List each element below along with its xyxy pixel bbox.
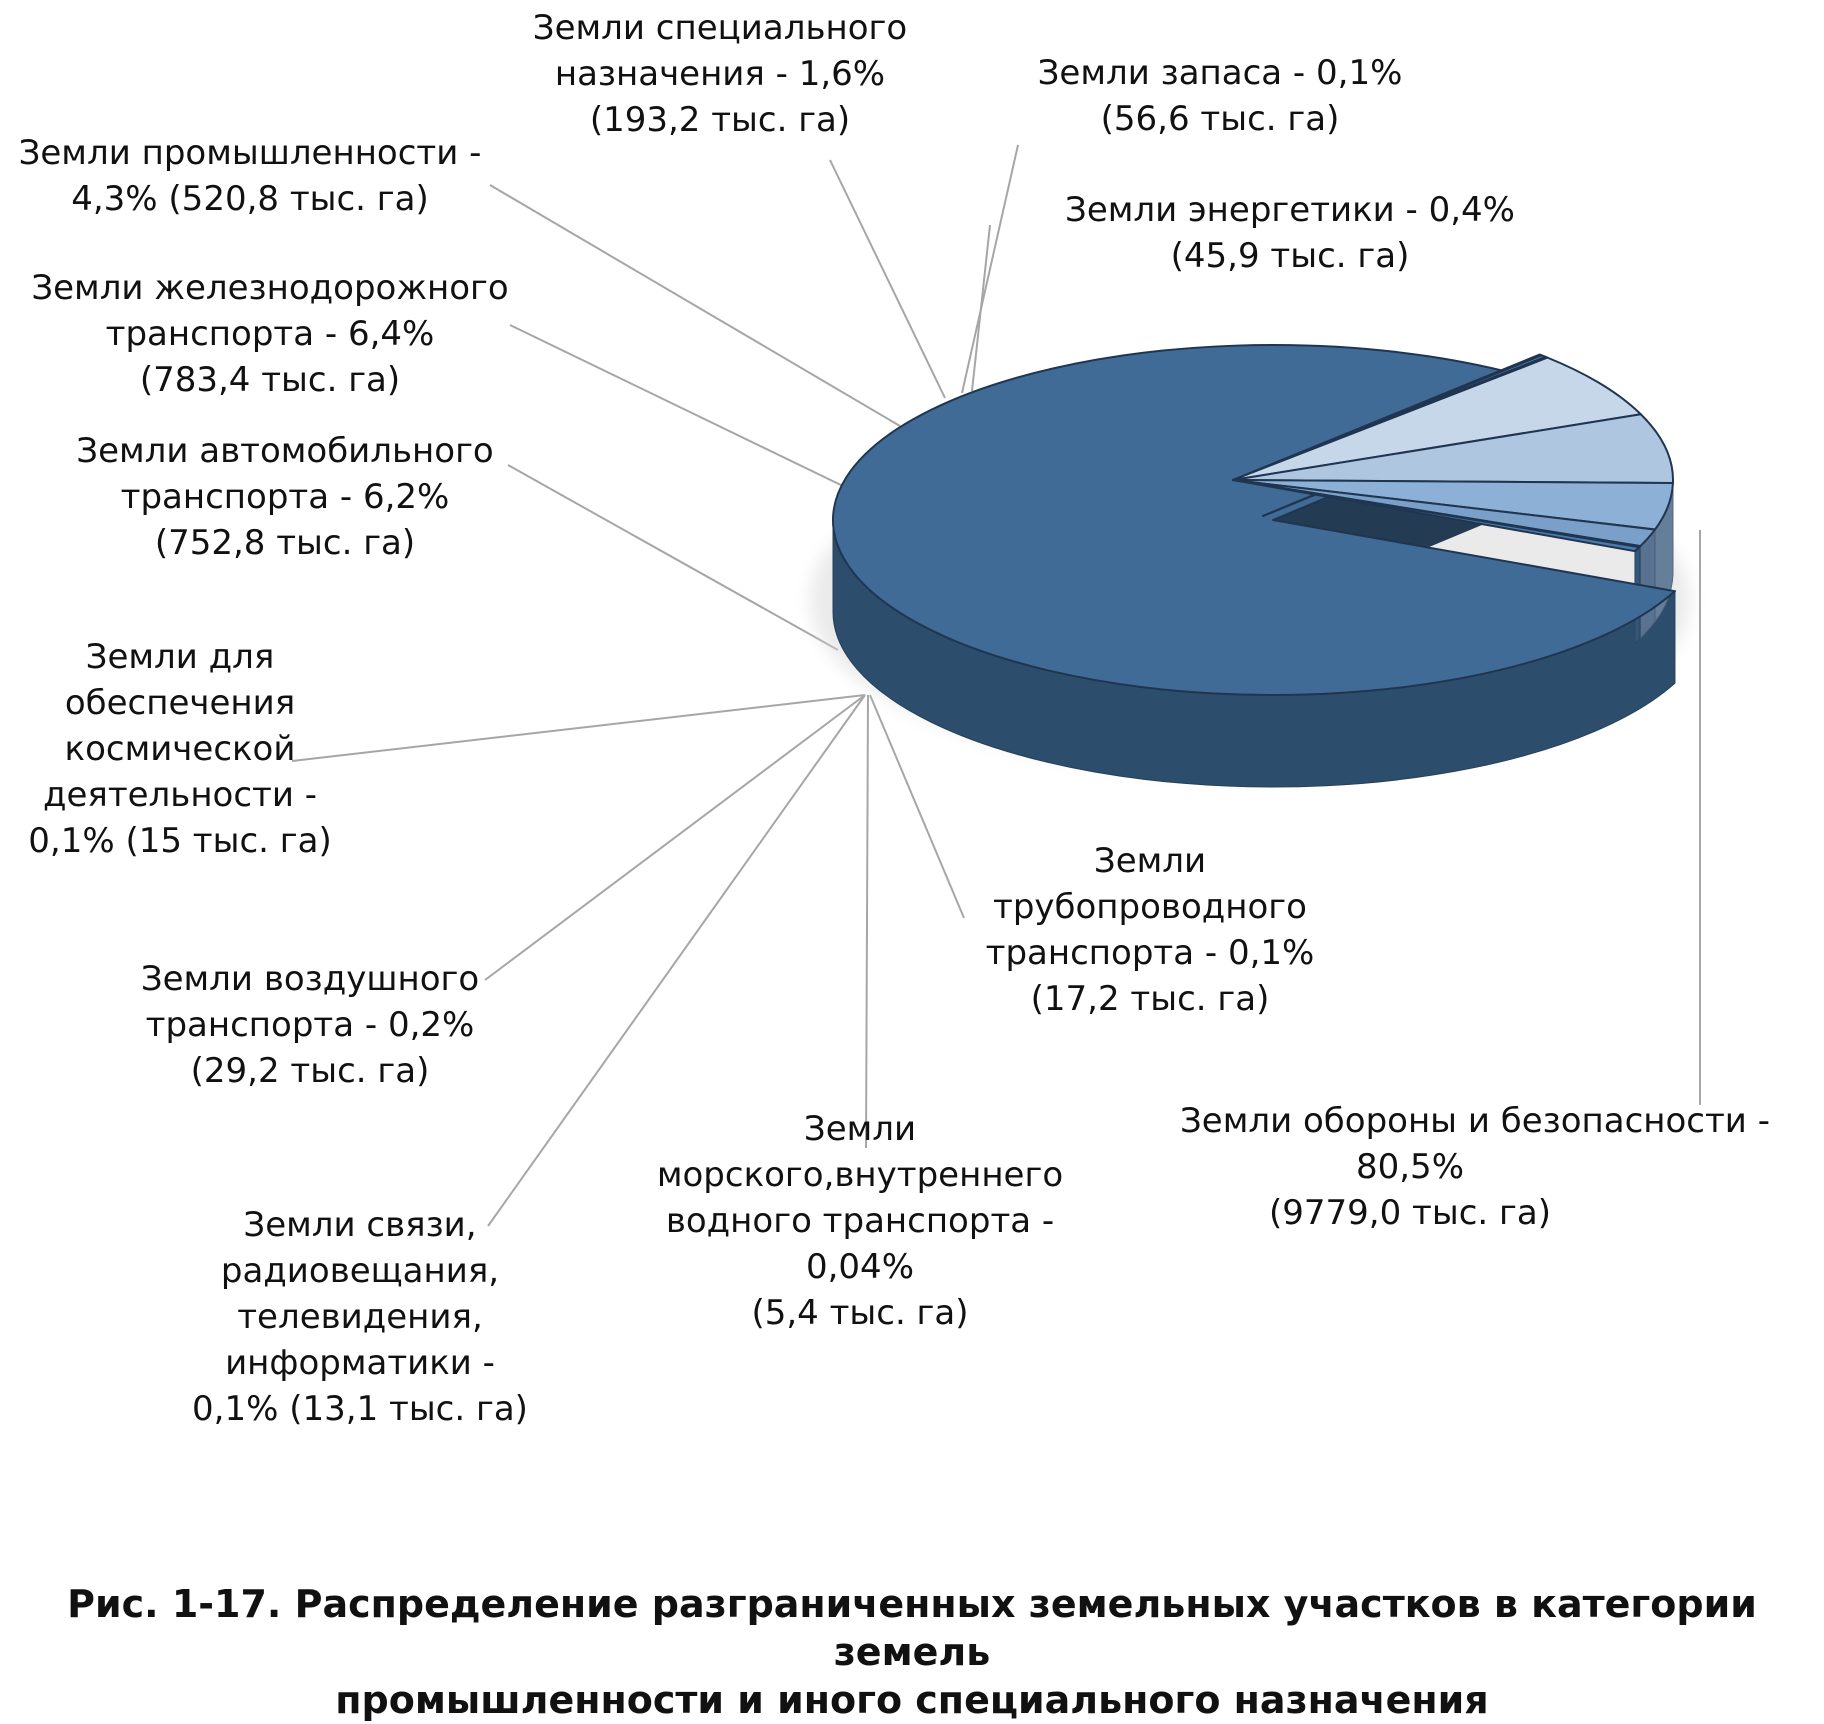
pie-slices — [833, 345, 1675, 695]
caption-line-2: промышленности и иного специального назначения — [0, 1676, 1824, 1724]
label-defense: Земли обороны и безопасности - 80,5% (9779,0 тыс. га) — [1180, 1098, 1640, 1236]
label-railway: Земли железнодорожного транспорта - 6,4% (783,4 тыс. га) — [10, 265, 530, 403]
leader-line-6 — [508, 465, 838, 650]
label-pipeline: Земли трубопроводного транспорта - 0,1% (17,2 тыс. га) — [960, 838, 1340, 1022]
leader-line-2 — [866, 695, 868, 1148]
label-automobile: Земли автомобильного транспорта - 6,2% (752,8 тыс. га) — [40, 428, 530, 566]
label-industry: Земли промышленности - 4,3% (520,8 тыс. га) — [0, 130, 500, 222]
label-energy: Земли энергетики - 0,4% (45,9 тыс. га) — [1040, 187, 1540, 279]
label-air: Земли воздушного транспорта - 0,2% (29,2 тыс. га) — [110, 956, 510, 1094]
caption-line-1: Рис. 1-17. Распределение разграниченных земельных участков в категории земель — [0, 1580, 1824, 1676]
label-communications: Земли связи, радиовещания, телевидения, информатики - 0,1% (13,1 тыс. га) — [170, 1202, 550, 1432]
leader-line-11 — [972, 225, 990, 391]
label-special: Земли специального назначения - 1,6% (193,2 тыс. га) — [490, 5, 950, 143]
label-space: Земли для обеспечения космической деятельности - 0,1% (15 тыс. га) — [0, 634, 360, 864]
leader-line-7 — [510, 325, 845, 487]
slice-side — [1640, 530, 1655, 639]
leader-line-10 — [962, 145, 1018, 393]
leader-line-4 — [485, 695, 865, 980]
leader-line-8 — [490, 185, 900, 426]
leader-line-9 — [830, 160, 945, 398]
label-reserve: Земли запаса - 0,1% (56,6 тыс. га) — [1020, 50, 1420, 142]
figure-caption — [0, 1580, 1824, 1724]
label-water: Земли морского,внутреннего водного транспорта - 0,04% (5,4 тыс. га) — [640, 1106, 1080, 1336]
leader-line-5 — [292, 695, 865, 761]
